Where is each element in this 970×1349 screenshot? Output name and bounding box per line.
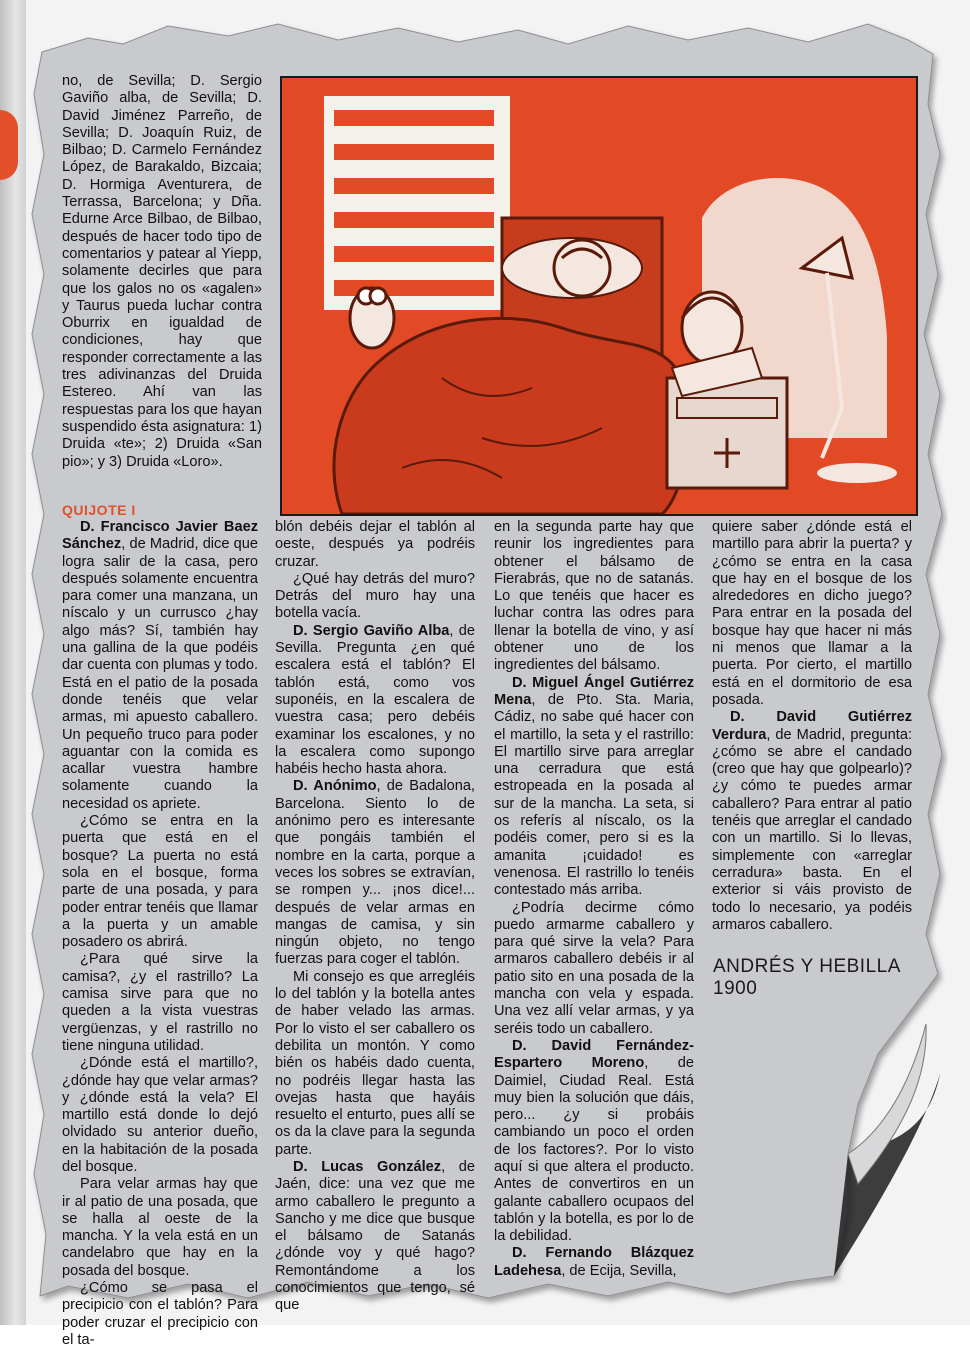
reader-name: D. Sergio Gaviño Alba xyxy=(293,622,450,639)
paragraph-text: , de Pto. Sta. Maria, Cádiz, no sabe qué hacer con el martillo, la seta y el rastrillo: El martillo sirve para arreglar una cerradura que está estropeada en la posada al sur de la mancha. La seta, si os referís al níscalo, os la podéis comer, pero si es la amanita ¡cuidado! es venenosa. El rastrillo lo tenéis contestado más arriba. xyxy=(494,691,694,899)
paragraph-text: ¿Dónde está el martillo?, ¿dónde hay que velar armas? y ¿dónde está la vela? El martillo está donde lo dejó olvidado su anterior dueño, en la habitación de la posada del bosque. xyxy=(62,1055,258,1175)
paragraph xyxy=(62,519,258,813)
paragraph-text: , de Madrid, pregunta: ¿cómo se abre el candado (creo que hay que golpearlo)? ¿y cómo te puedes armar caballero? Para entrar al patio tenéis que arreglar el candado con un martillo. Si lo llevas, simplemente con «arreglar cerradura» basta. En el exterior si váis provisto de todo lo necesario, ya podéis armaros caballero. xyxy=(712,726,912,933)
paragraph xyxy=(62,951,258,1055)
paragraph xyxy=(62,1280,258,1349)
paragraph-text: , de Madrid, dice que logra salir de la casa, pero después solamente encuentra para comer una manzana, un níscalo y un currusco ¿hay algo más? Sí, también hay una gallina de la que podéis dar cuenta con plumas y todo. Está en el patio de la posada donde tenéis que velar armas, mi apuesto caballero. Un pequeño truco para poder aguantar con la comida es acallar vuestra hambre solamente cuando la necesidad os apriete. xyxy=(62,536,258,812)
text-column-4 xyxy=(712,519,912,934)
reader-name: D. David Fernández-Espartero Moreno xyxy=(494,1037,694,1072)
intro-column xyxy=(62,73,262,471)
paragraph-text: ¿Qué hay detrás del muro? Detrás del muro hay una botella vacía. xyxy=(275,570,475,622)
paragraph-text: ¿Cómo se entra en la puerta que está en el bosque? La puerta no está sola en el bosque, forma parte de una posada, y para poder entrar tenéis que llamar a la puerta y un amable posadero os abrirá. xyxy=(62,813,258,951)
reader-name: D. Francisco Javier Baez Sánchez xyxy=(62,519,258,553)
edge-tab-marker xyxy=(0,110,18,180)
cartoon-drawing xyxy=(282,78,916,514)
paragraph xyxy=(62,1176,258,1280)
paragraph xyxy=(712,709,912,934)
cartoon-illustration xyxy=(280,76,918,516)
paragraph xyxy=(494,519,694,675)
text-column-1 xyxy=(62,519,258,1349)
paragraph-text: , de Badalona, Barcelona. Siento lo de anónimo pero es interesante que pongáis también el nombre en la carta, porque a veces los sobres se extravían, se rompen y... ¡nos dice!... después de velar armas en mangas de camisa, y sin ningún objeto, no tengo fuerzas para coger el tablón. xyxy=(275,778,475,968)
reader-name: D. Miguel Ángel Gutiérrez Mena xyxy=(494,674,694,708)
paragraph-text: , de Ecija, Sevilla, xyxy=(561,1262,677,1279)
reader-name: D. David Gutiérrez Verdura xyxy=(712,709,912,743)
paragraph xyxy=(275,1159,475,1315)
paragraph-text: Mi consejo es que arregléis lo del tablón y la botella antes de haber velado las armas. Por lo visto el ser caballero os debilita un montón. Y como bién os habéis dado cuenta, no podréis llegar hasta las ovejas hasta que hayáis resuelto el enturto, pues allí se os da la clave para la segunda parte. xyxy=(275,968,475,1158)
paragraph xyxy=(712,519,912,709)
paragraph-text: , de Daimiel, Ciudad Real. Está muy bien la solución que dáis, pero... ¿y si probáis cambiando un poco el orden de los factores?. Por lo visto aquí si que altera el producto. Antes de convertiros en un galante caballero ocupaos del tablón y la botella, es por lo de la debilidad. xyxy=(494,1055,694,1245)
paragraph xyxy=(494,1038,694,1246)
paragraph xyxy=(494,675,694,900)
paragraph xyxy=(275,969,475,1159)
paragraph xyxy=(62,1055,258,1176)
paragraph xyxy=(62,813,258,951)
paragraph xyxy=(275,519,475,571)
text-column-2 xyxy=(275,519,475,1315)
reader-name: D. Lucas González xyxy=(293,1158,442,1175)
intro-paragraph: no, de Sevilla; D. Sergio Gaviño alba, de Sevilla; D. David Jiménez Parreño, de Sevilla; D. Joaquín Ruiz, de Bilbao; D. Carmelo Fernández López, de Barakaldo, Bizcaia; D. Hormiga Aventurera, de Terrassa, Barcelona; y Dña. Edurne Arce Bilbao, de Bilbao, después de hacer todo tipo de comentarios y patear al Yiepp, solamente decirles que para que los galos no os «agalen» y Taurus pueda luchar contra Oburrix en igualdad de condiciones, hay que responder correctamente a las tres adivinanzas del Druida Estereo. Ahí van las respuestas para los que hayan suspendido ésta asignatura: 1) Druida «te»; 2) Druida «San pio»; y 3) Druida «Loro». xyxy=(62,73,262,470)
paragraph xyxy=(275,778,475,968)
section-heading: QUIJOTE I xyxy=(62,502,136,518)
paragraph xyxy=(494,1245,694,1280)
reader-name: D. Anónimo xyxy=(293,778,377,795)
paragraph-text: , de Jaén, dice: una vez que me armo caballero le pregunto a Sancho y me dice que busque el bálsamo de Satanás ¿dónde voy y qué hago? Remontándome a los conocimientos que tengo, sé que xyxy=(275,1158,475,1314)
paragraph-text: en la segunda parte hay que reunir los ingredientes para obtener el bálsamo de Fierabrás, que no de satanás. Lo que tenéis que hacer es luchar contra las odres para llenar la botella de vino, y así obtener uno de los ingredientes del bálsamo. xyxy=(494,519,694,674)
author-signature: ANDRÉS Y HEBILLA 1900 xyxy=(713,956,900,999)
paragraph-text: ¿Podría decirme cómo puedo armarme caballero y para qué sirve la vela? Para armaros caballero debéis ir al patio sito en una posada de la mancha con vela y espada. Una vez allí velar armas, y ya seréis todo un caballero. xyxy=(494,899,694,1037)
paragraph xyxy=(494,900,694,1038)
reader-name: D. Fernando Blázquez Ladehesa xyxy=(494,1245,694,1279)
paragraph xyxy=(275,571,475,623)
paragraph-text: , de Sevilla. Pregunta ¿en qué escalera está el tablón? El tablón está, como vos suponéis, en la escalera de vuestra casa; pero debéis examinar los escalones, y no la escalera como supongo habéis hecho hasta ahora. xyxy=(275,622,475,778)
paragraph-text: Para velar armas hay que ir al patio de una posada, que se halla al oeste de la mancha. Y la vela está en un candelabro que hay en la posada del bosque. xyxy=(62,1176,258,1279)
paragraph-text: blón debéis dejar el tablón al oeste, después ya podréis cruzar. xyxy=(275,519,475,570)
text-column-3 xyxy=(494,519,694,1280)
magazine-spine xyxy=(0,0,26,1325)
paragraph-text: ¿Cómo se pasa el precipicio con el tablón? Para poder cruzar el precipicio con el ta- xyxy=(62,1280,258,1348)
paragraph-text: quiere saber ¿dónde está el martillo para abrir la puerta? y ¿cómo se entra en la casa que hay en el bosque de los alrededores en dicho juego? Para entrar en la posada del bosque hay que hacer ni más ni menos que llamar a la puerta. Por cierto, el martillo está en el dormitorio de esa posada. xyxy=(712,519,912,708)
paragraph-text: ¿Para qué sirve la camisa?, ¿y el rastrillo? La camisa sirve para que no queden a la vista vuestras vergüenzas, y el rastrillo no tiene ninguna utilidad. xyxy=(62,951,258,1054)
paragraph xyxy=(275,623,475,779)
window-shutter xyxy=(324,96,510,310)
